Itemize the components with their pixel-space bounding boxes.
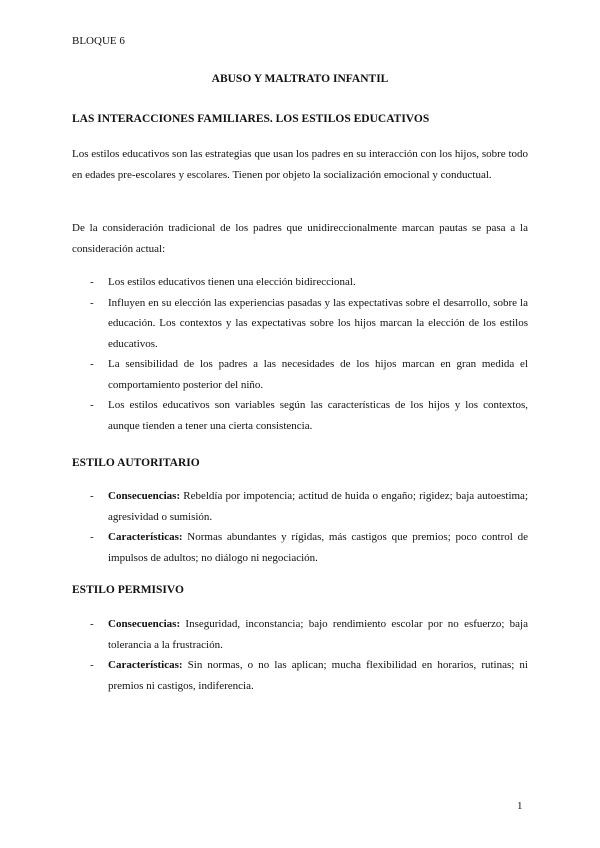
term-label: Consecuencias: (108, 490, 181, 502)
list-permisivo (72, 614, 528, 696)
list-item (72, 614, 528, 655)
paragraph-transition: De la consideración tradicional de los padres que unidireccionalmente marcan pautas se pasa a la consideración actual: (72, 222, 528, 255)
list-item (72, 293, 528, 355)
term-label: Características: (108, 531, 183, 543)
section-heading-autoritario: ESTILO AUTORITARIO (72, 457, 200, 469)
paragraph-definition: Los estilos educativos son las estrategias que usan los padres en su interacción con los hijos, sobre todo en edades pre-escolares y escolares. Tienen por objeto la socialización emocional y conductual. (72, 148, 528, 181)
list-item-text: La sensibilidad de los padres a las necesidades de los hijos marcan en gran medida el comportamiento posterior del niño. (108, 358, 528, 391)
running-head: BLOQUE 6 (72, 35, 125, 47)
list-item-text: Rebeldía por impotencia; actitud de huida o engaño; rigidez; baja autoestima; agresividad o sumisión. (108, 490, 528, 523)
section-heading-permisivo: ESTILO PERMISIVO (72, 584, 184, 596)
dash-bullet: - (90, 659, 94, 671)
bullet-list-estilos (72, 272, 528, 436)
term-label: Consecuencias: (108, 618, 181, 630)
section-heading-estilos-educativos: LAS INTERACCIONES FAMILIARES. LOS ESTILOS EDUCATIVOS (72, 113, 430, 125)
document-title: ABUSO Y MALTRATO INFANTIL (211, 73, 389, 85)
list-item-text: Inseguridad, inconstancia; bajo rendimiento escolar por no esfuerzo; baja tolerancia a la frustración. (108, 618, 528, 651)
dash-bullet: - (90, 531, 94, 543)
list-item-text: Los estilos educativos son variables según las características de los hijos y los contextos, aunque tienden a tener una cierta consistencia. (108, 399, 528, 432)
list-item (72, 527, 528, 568)
dash-bullet: - (90, 358, 94, 370)
dash-bullet: - (90, 618, 94, 630)
list-item (72, 655, 528, 696)
list-item-text: Influyen en su elección las experiencias pasadas y las expectativas sobre el desarrollo, sobre la educación. Los contextos y las expectativas sobre los hijos marcan la elección de los estilos educativos. (108, 296, 528, 350)
dash-bullet: - (90, 490, 94, 502)
term-label: Características: (108, 659, 183, 671)
list-item (72, 354, 528, 395)
list-item (72, 395, 528, 436)
dash-bullet: - (90, 399, 94, 411)
dash-bullet: - (90, 296, 94, 309)
list-autoritario (72, 486, 528, 568)
page-number: 1 (517, 800, 523, 812)
list-item-text: Sin normas, o no las aplican; mucha flexibilidad en horarios, rutinas; ni premios ni castigos, indiferencia. (108, 659, 528, 692)
list-item-text: Normas abundantes y rígidas, más castigos que premios; poco control de impulsos de adultos; no diálogo ni negociación. (108, 531, 528, 564)
list-item (72, 486, 528, 527)
list-item-text: Los estilos educativos tienen una elección bidireccional. (108, 276, 356, 288)
list-item (72, 272, 528, 293)
dash-bullet: - (90, 276, 94, 288)
